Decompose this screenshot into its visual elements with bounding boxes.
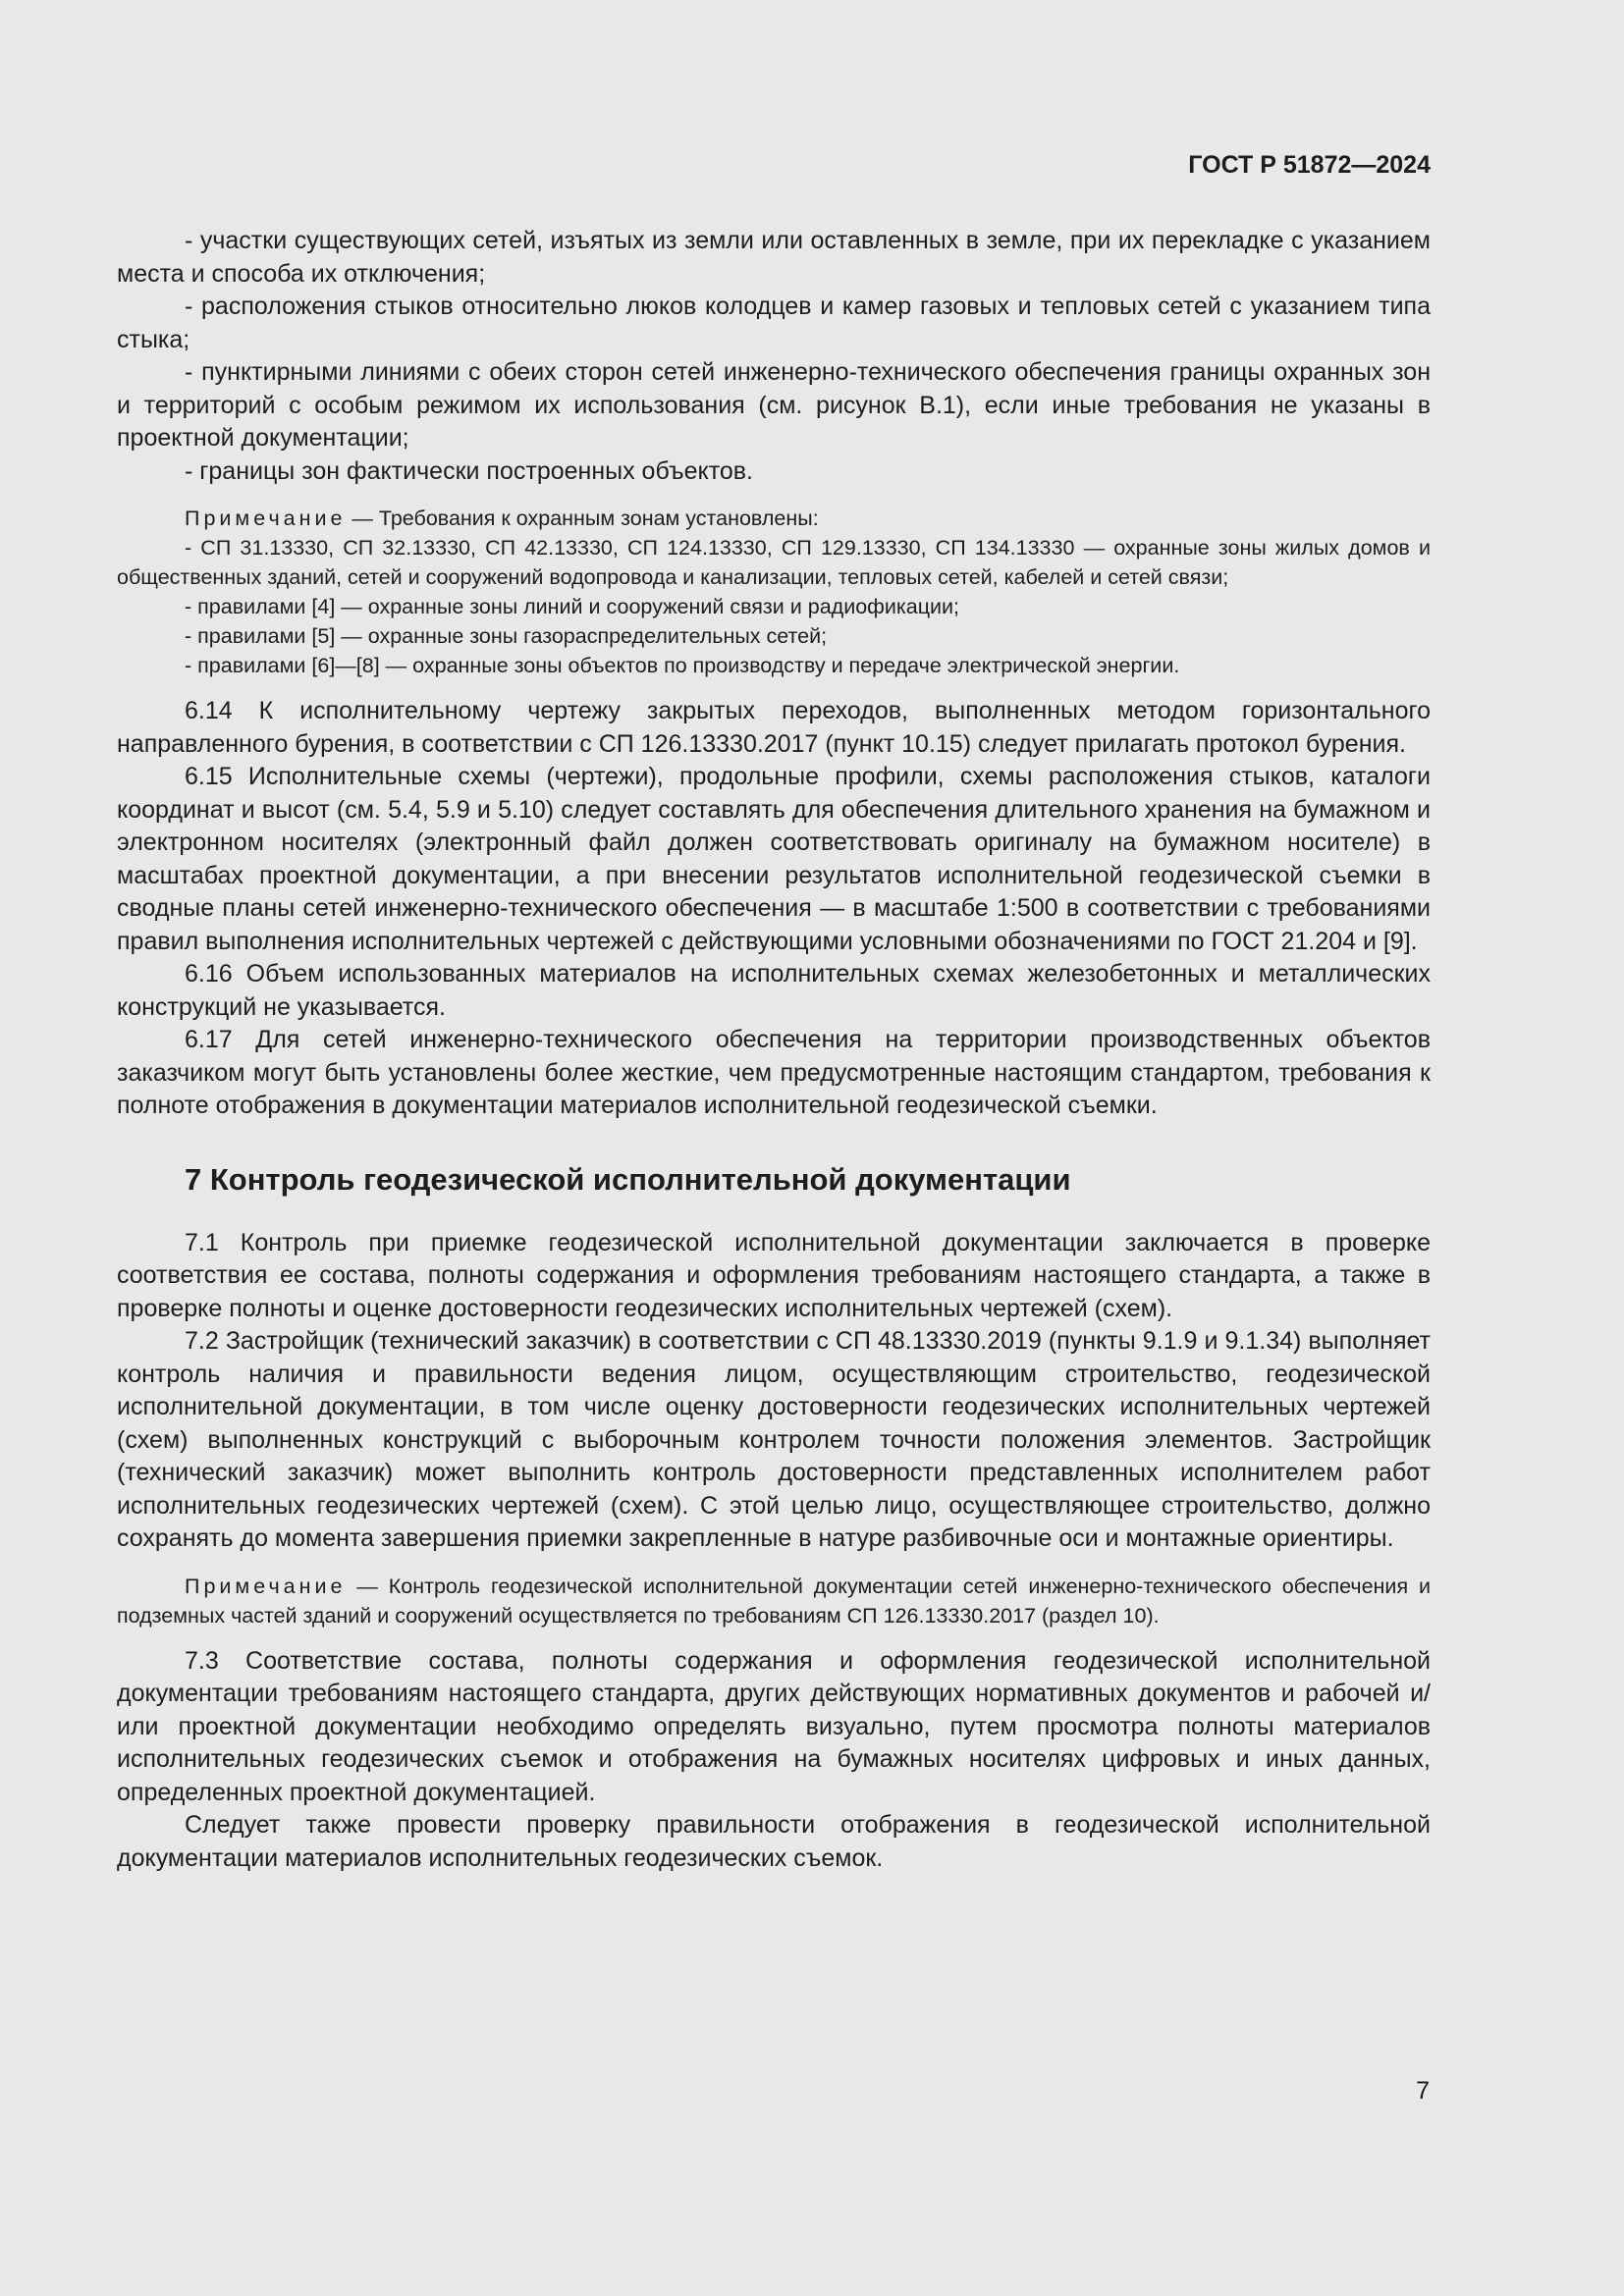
paragraph-7-3-continued: Следует также провести проверку правильности отображения в геодезической исполнительной документации материалов исполнительных геодезических съемок. <box>117 1811 1431 1872</box>
paragraph-6-14: 6.14 К исполнительному чертежу закрытых переходов, выполненных методом горизонтального направленного бурения, в соответствии с СП 126.13330.2017 (пункт 10.15) следует прилагать протокол бурения. <box>117 697 1431 758</box>
paragraph-7-2: 7.2 Застройщик (технический заказчик) в соответствии с СП 48.13330.2019 (пункты 9.1.9 и 9.1.34) выполняет контроль наличия и правильности ведения лицом, осуществляющим строительство, геодезической исполнительной документации, в том числе оценку достоверности геодезических исполнительных чертежей (схем) выполненных конструкций с выборочным контролем точности положения элементов. Застройщик (технический заказчик) может выполнить контроль достоверности представленных исполнителем работ исполнительных геодезических чертежей (схем). С этой целью лицо, осуществляющее строительство, должно сохранять до момента завершения приемки закрепленные в натуре разбивочные оси и монтажные ориентиры. <box>117 1327 1431 1552</box>
paragraph-6-15: 6.15 Исполнительные схемы (чертежи), продольные профили, схемы расположения стыков, каталоги координат и высот (см. 5.4, 5.9 и 5.10) следует составлять для обеспечения длительного хранения на бумажном и электронном носителях (электронный файл должен соответствовать оригиналу на бумажном носителе) в масштабах проектной документации, а при внесении результатов исполнительной геодезической съемки в сводные планы сетей инженерно-технического обеспечения — в масштабе 1:500 в соответствии с требованиями правил выполнения исполнительных чертежей с действующими условными обозначениями по ГОСТ 21.204 и [9]. <box>117 763 1431 955</box>
paragraph-7-1: 7.1 Контроль при приемке геодезической исполнительной документации заключается в проверке соответствия ее состава, полноты содержания и оформления требованиям настоящего стандарта, а также в проверке полноты и оценке достоверности геодезических исполнительных чертежей (схем). <box>117 1228 1431 1322</box>
note-item: - СП 31.13330, СП 32.13330, СП 42.13330, СП 124.13330, СП 129.13330, СП 134.13330 — охранные зоны жилых домов и общественных зданий, сетей и сооружений водопровода и канализации, тепловых сетей, кабелей и сетей связи; <box>117 536 1431 589</box>
note-item: - правилами [6]—[8] — охранные зоны объектов по производству и передаче электрической энергии. <box>185 654 1180 677</box>
note-item: - правилами [4] — охранные зоны линий и сооружений связи и радиофикации; <box>185 595 960 618</box>
section-7-heading: 7 Контроль геодезической исполнительной документации <box>185 1161 1071 1197</box>
paragraph-6-17: 6.17 Для сетей инженерно-технического обеспечения на территории производственных объектов заказчиком могут быть установлены более жесткие, чем предусмотренные настоящим стандартом, требования к полноте отображения в документации материалов исполнительной геодезической съемки. <box>117 1026 1431 1119</box>
document-code: ГОСТ Р 51872—2024 <box>1188 151 1431 179</box>
note-section-7 <box>117 1572 1431 1630</box>
paragraph-7-3: 7.3 Соответствие состава, полноты содержания и оформления геодезической исполнительной документации требованиям настоящего стандарта, других действующих нормативных документов и рабочей и/или проектной документации необходимо определять визуально, путем просмотра полноты материалов исполнительных геодезических съемок и отображения на бумажных носителях цифровых и иных данных, определенных проектной документацией. <box>117 1646 1431 1806</box>
page-content <box>117 225 1431 1875</box>
note-text <box>117 1572 1431 1630</box>
list-item: - пунктирными линиями с обеих сторон сетей инженерно-технического обеспечения границы охранных зон и территорий с особым режимом их использования (см. рисунок В.1), если иные требования не указаны в проектной документации; <box>117 358 1431 452</box>
note-protection-zones <box>117 504 1431 680</box>
note-body: — Контроль геодезической исполнительной документации сетей инженерно-технического обеспечения и подземных частей зданий и сооружений осуществляется по требованиям СП 126.13330.2017 (раздел 10). <box>117 1574 1431 1628</box>
page-number: 7 <box>1416 2077 1430 2105</box>
note-intro-text: — Требования к охранным зонам установлены: <box>346 507 819 530</box>
note-label: Примечание <box>185 1574 347 1598</box>
note-intro <box>117 504 1431 533</box>
note-label: Примечание <box>185 507 347 530</box>
bullet-list-top <box>117 225 1431 488</box>
list-item: - участки существующих сетей, изъятых из земли или оставленных в земле, при их перекладке с указанием места и способа их отключения; <box>117 227 1431 288</box>
note-item: - правилами [5] — охранные зоны газораспределительных сетей; <box>185 624 828 648</box>
list-item: - границы зон фактически построенных объектов. <box>185 456 753 485</box>
list-item: - расположения стыков относительно люков колодцев и камер газовых и тепловых сетей с указанием типа стыка; <box>117 293 1431 353</box>
paragraph-6-16: 6.16 Объем использованных материалов на исполнительных схемах железобетонных и металлических конструкций не указывается. <box>117 960 1431 1021</box>
